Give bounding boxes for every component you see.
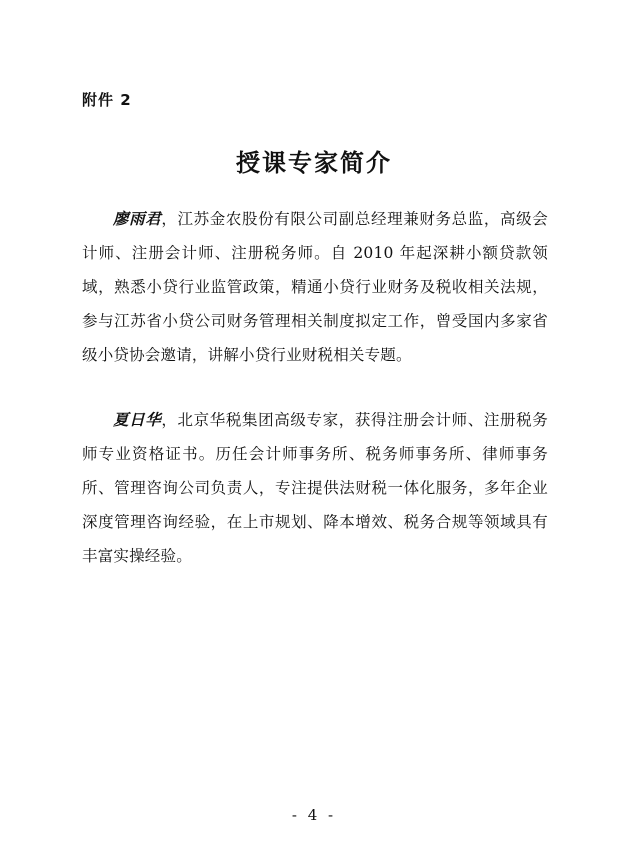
expert-description-1: ，江苏金农股份有限公司副总经理兼财务总监，高级会计师、注册会计师、注册税务师。自 2010 年起深耕小额贷款领域，熟悉小贷行业监管政策，精通小贷行业财务及税收相关法规，参与江苏省小贷公司财务管理相关制度拟定工作，曾受国内多家省级小贷协会邀请，讲解小贷行业财税相关专题。 [82,210,548,364]
page-number: - 4 - [291,806,337,824]
page-title: 授课专家简介 [236,149,392,177]
attachment-label: 附件 2 [82,91,132,109]
expert-bio-2 [82,403,548,573]
expert-description-2: ，北京华税集团高级专家，获得注册会计师、注册税务师专业资格证书。历任会计师事务所、税务师事务所、律师事务所、管理咨询公司负责人，专注提供法财税一体化服务，多年企业深度管理咨询经验，在上市规划、降本增效、税务合规等领域具有丰富实操经验。 [82,411,548,565]
expert-name-1: 廖雨君 [113,209,162,228]
expert-bio-1 [82,202,548,372]
expert-name-2: 夏日华 [113,410,162,429]
